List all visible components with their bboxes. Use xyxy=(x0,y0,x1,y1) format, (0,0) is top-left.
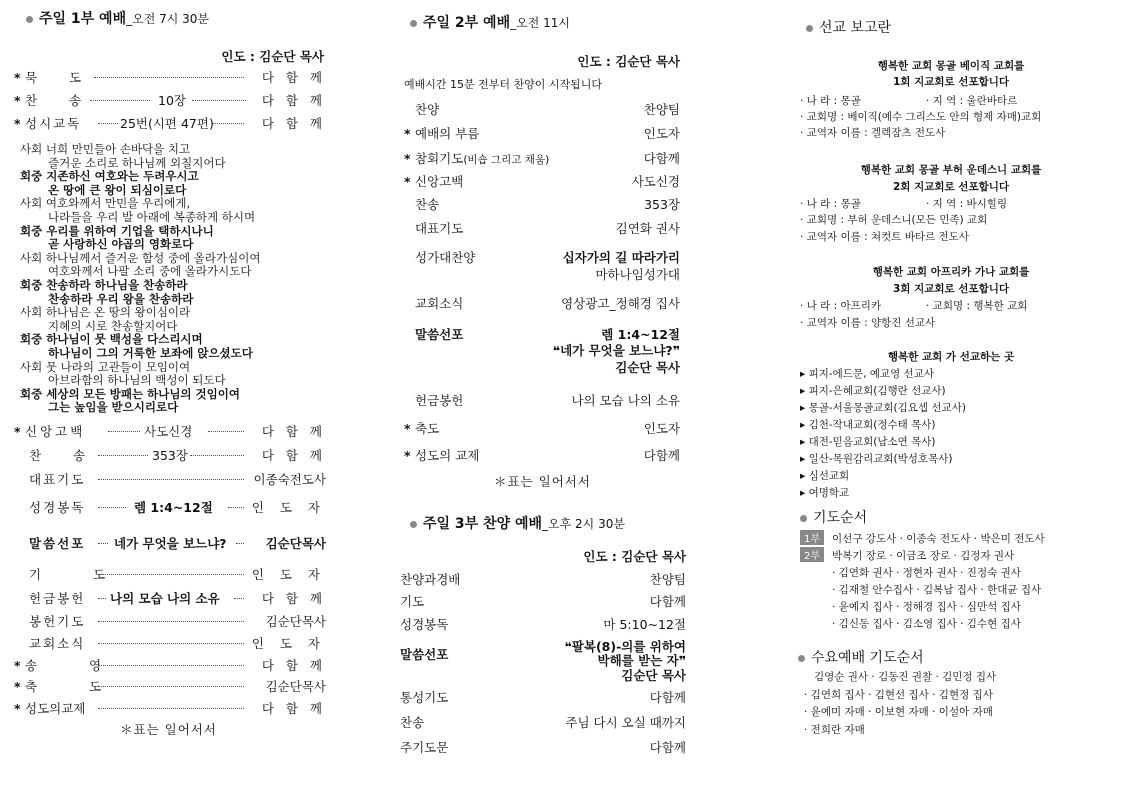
list-item: ▸ 김천-작내교회(정수태 목사) xyxy=(800,419,936,431)
order-row: 성가대찬양 십자가의 길 따라가리 마하나임성가대 xyxy=(415,250,680,282)
bullet-icon xyxy=(410,20,417,27)
mission-block-title: 행복한 교회 몽골 부허 운데스니 교회를 xyxy=(860,164,1042,176)
mission-info: · 지 역 : 울란바타르 xyxy=(926,95,1018,107)
list-item: · 전희란 자매 xyxy=(804,723,865,736)
order-row: * 축 도 김순단목사 xyxy=(14,679,326,694)
order-row: * 송 영 다 함 께 xyxy=(14,658,326,673)
order-row: 말씀선포 네가 무엇을 보느냐? 김순단목사 xyxy=(29,536,326,551)
order-row: * 신앙고백 사도신경 xyxy=(404,174,680,189)
order-row: 찬송 353장 xyxy=(415,197,680,212)
list-item: · 김연화 권사 · 정현자 권사 · 진정숙 권사 xyxy=(832,567,1021,579)
list-item: ▸ 일산-목원감리교회(박성호목사) xyxy=(800,453,953,465)
mission-block-subtitle: 2회 지교회로 선포합니다 xyxy=(892,181,1010,193)
mission-info: · 교역자 이름 : 겔렉잠츠 전도사 xyxy=(800,127,946,139)
order-row: 대표기도 김연화 권사 xyxy=(415,221,680,236)
wed-list xyxy=(804,669,996,739)
list-item: · 윤예지 집사 · 정해경 집사 · 심만석 집사 xyxy=(832,601,1021,613)
mission-info: · 교회명 : 부허 운데스니(모든 민족) 교회 xyxy=(800,214,988,226)
service2-leader: 인도 : 김순단 목사 xyxy=(577,54,680,69)
bullet-icon xyxy=(26,16,33,23)
mission-info: · 교역자 이름 : 양항진 선교사 xyxy=(800,317,936,329)
order-row: 성경봉독 렘 1:4~12절 인 도 자 xyxy=(29,500,326,515)
order-row: 대표기도 이종숙전도사 xyxy=(29,472,326,487)
standing-note: ＊표는 일어서서 xyxy=(120,722,217,737)
list-item: · 윤예미 자매 · 이보현 자매 · 이설아 자매 xyxy=(804,706,993,718)
mission-heading: 선교 보고란 xyxy=(806,17,891,37)
mission-info: · 나 라 : 몽골 xyxy=(800,198,861,210)
order-row: * 성도의교제 다 함 께 xyxy=(14,701,326,716)
order-row: 주기도문 다함께 xyxy=(400,740,686,755)
order-row: * 성시교독 25번(시편 47편) 다 함 께 xyxy=(14,116,326,131)
mission-info: · 나 라 : 몽골 xyxy=(800,95,861,107)
order-row: 성경봉독 마 5:10~12절 xyxy=(400,617,686,632)
mission-info: · 지 역 : 바시힐링 xyxy=(926,198,1008,210)
list-item: · 김신동 집사 · 김소영 집사 · 김수현 집사 xyxy=(832,618,1021,630)
service3-leader: 인도 : 김순단 목사 xyxy=(583,549,686,564)
service1-heading: 주일 1부 예배_오전 7시 30분 xyxy=(26,8,209,28)
order-row: * 신앙고백 사도신경 다 함 께 xyxy=(14,424,326,439)
list-item: ▸ 피지-은혜교회(김행란 선교사) xyxy=(800,385,946,397)
order-row: * 묵 도 다 함 께 xyxy=(14,70,326,85)
order-row: 교회소식 인 도 자 xyxy=(29,636,326,651)
responsive-reading: 사회 너희 만민들아 손바닥을 치고 즐거운 소리로 하나님께 외칠지어다 회중 지존하신 여호와는 두려우시고 온 땅에 큰 왕이 되심이로다 사회 여호와께서 만민을 우리에게, 나라들을 우리 발 아래에 복종하게 하시며 회중 우리를 위하여 기업을 택하시나니 곧 사랑하신 야곱의 영화로다 사회 하나님께서 즐거운 함성 중에 올라가심이여 여호와께서 나팔 소리 중에 올라가시도다 회중 찬송하라 하나님을 찬송하라 찬송하라 우리 왕을 찬송하라 사회 하나님은 온 땅의 왕이심이라 지혜의 시로 찬송할지어다 회중 하나님이 뭇 백성을 다스리시며 하나님이 그의 거룩한 보좌에 앉으셨도다 사회 뭇 나라의 고관들이 모임이여 아브라함의 하나님의 백성이 되도다 회중 세상의 모든 방패는 하나님의 것임이여 그는 높임을 받으시리로다 xyxy=(20,142,261,415)
list-item: · 김연희 집사 · 김현선 집사 · 김현정 집사 xyxy=(804,688,993,701)
order-row: 헌금봉헌 나의 모습 나의 소유 다 함 께 xyxy=(29,591,326,606)
mission-list xyxy=(800,366,966,502)
mission-block-title: 행복한 교회 가 선교하는 곳 xyxy=(887,351,1015,363)
prayer-heading: 기도순서 xyxy=(800,507,867,527)
list-item: · 김재철 안수집사 · 김복남 집사 · 한대균 집사 xyxy=(832,584,1042,596)
mission-info: · 교회명 : 베이직(예수 그리스도 안의 형제 자매)교회 xyxy=(800,111,1042,123)
mission-block-title: 행복한 교회 아프리카 가나 교회를 xyxy=(872,266,1030,278)
order-row: 찬 송 353장 다 함 께 xyxy=(29,448,326,463)
order-row: 헌금봉헌 나의 모습 나의 소유 xyxy=(415,393,680,408)
prayer-line: 1부 이선구 강도사 · 이종숙 전도사 · 박은미 전도사 xyxy=(800,530,1045,546)
prayer-list xyxy=(832,565,1041,633)
order-row: 통성기도 다함께 xyxy=(400,690,686,705)
order-row: 찬송 주님 다시 오실 때까지 xyxy=(400,715,686,730)
standing-note: ＊표는 일어서서 xyxy=(494,474,591,489)
order-row: 기 도 인 도 자 xyxy=(29,567,326,582)
service2-notice: 예배시간 15분 전부터 찬양이 시작됩니다 xyxy=(404,78,602,91)
bullet-icon xyxy=(806,25,813,32)
mission-info: · 교회명 : 행복한 교회 xyxy=(926,300,1028,312)
list-item: ▸ 심선교회 xyxy=(800,470,850,482)
mission-info: · 나 라 : 아프리카 xyxy=(800,300,882,312)
bullet-icon xyxy=(410,521,417,528)
order-row: 찬양 찬양팀 xyxy=(415,102,680,117)
bullet-icon xyxy=(800,515,807,522)
mission-info: · 교역자 이름 : 쳐컷트 바타르 전도사 xyxy=(800,231,969,243)
order-row: * 참회기도(비숍 그리고 채움) 다함께 xyxy=(404,151,680,166)
order-row: * 예배의 부름 인도자 xyxy=(404,126,680,141)
order-row: 교회소식 영상광고_정해경 집사 xyxy=(415,296,680,311)
list-item: ▸ 피지-에드문, 예교영 선교사 xyxy=(800,368,934,380)
order-row: 봉헌기도 김순단목사 xyxy=(29,614,326,629)
bullet-icon xyxy=(798,655,805,662)
wed-heading: 수요예배 기도순서 xyxy=(798,647,924,667)
order-row: 말씀선포 ❝팔복(8)-의를 위하여 박해를 받는 자❞ 김순단 목사 xyxy=(400,639,686,683)
mission-block-subtitle: 1회 지교회로 선포합니다 xyxy=(892,76,1010,88)
list-item: ▸ 대전-믿음교회(남소연 목사) xyxy=(800,436,936,448)
order-row: 기도 다함께 xyxy=(400,594,686,609)
list-item: ▸ 몽골-서울몽골교회(김요셉 선교사) xyxy=(800,402,966,414)
mission-block-title: 행복한 교회 몽골 베이직 교회를 xyxy=(877,60,1025,72)
order-row: * 축도 인도자 xyxy=(404,421,680,436)
mission-block-subtitle: 3회 지교회로 선포합니다 xyxy=(892,283,1010,295)
order-row: 찬양과경배 찬양팀 xyxy=(400,572,686,587)
list-item: ▸ 여명학교 xyxy=(800,487,850,499)
service3-heading: 주일 3부 찬양 예배_오후 2시 30분 xyxy=(410,513,625,533)
order-row: 말씀선포 렘 1:4~12절 ❝네가 무엇을 보느냐?❞ 김순단 목사 xyxy=(415,327,680,375)
order-row: * 성도의 교제 다함께 xyxy=(404,448,680,463)
list-item: 김영순 권사 · 김동진 권찰 · 김민정 집사 xyxy=(814,671,997,683)
prayer-line: 2부 박복기 장로 · 이금조 장로 · 김정자 권사 xyxy=(800,547,1014,563)
service1-leader: 인도 : 김순단 목사 xyxy=(221,49,324,64)
order-row: * 찬 송 10장 다 함 께 xyxy=(14,93,326,108)
service2-heading: 주일 2부 예배_오전 11시 xyxy=(410,12,570,32)
